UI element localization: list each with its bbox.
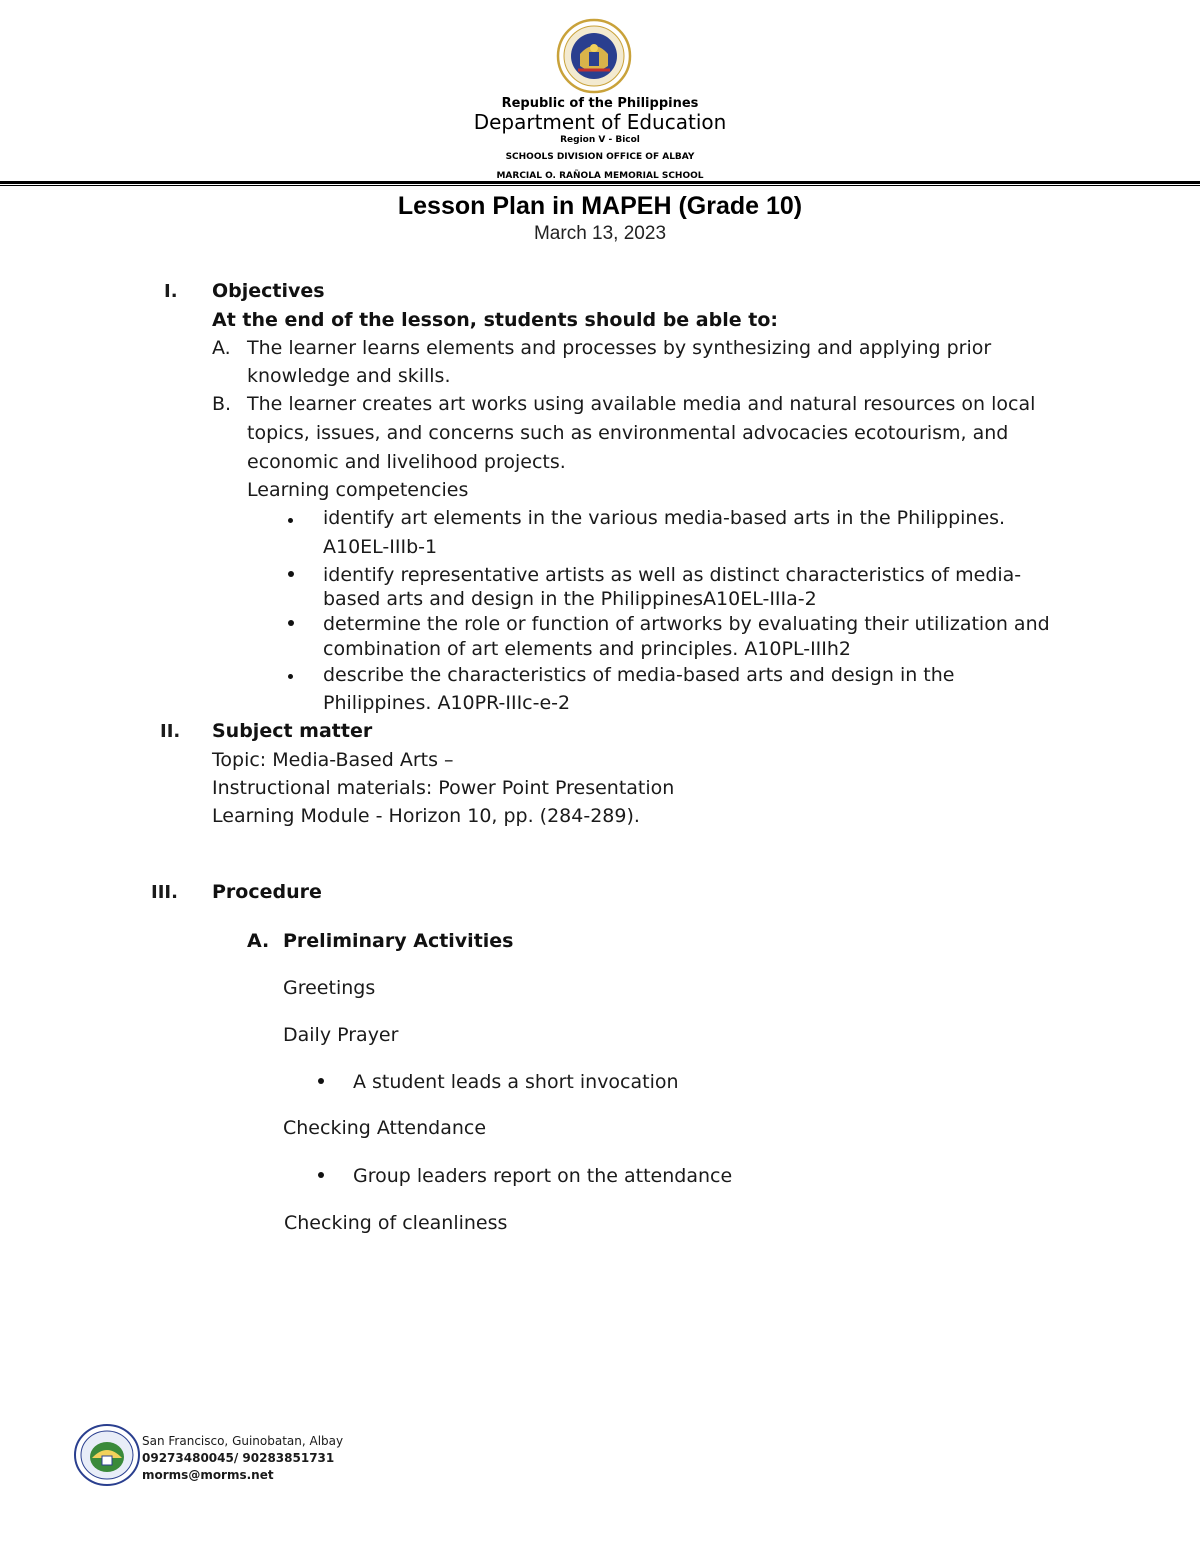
greetings: Greetings: [283, 977, 376, 999]
procedure-heading: Procedure: [212, 881, 322, 903]
objective-a-text-cont: knowledge and skills.: [247, 365, 451, 387]
competency-4: describe the characteristics of media-based arts and design in the: [323, 664, 955, 686]
procedure-a-letter: A.: [247, 930, 270, 952]
preliminary-activities-heading: Preliminary Activities: [283, 930, 514, 952]
objective-a-text: The learner learns elements and processes by synthesizing and applying prior: [247, 337, 992, 359]
bullet-icon: [288, 620, 294, 626]
subject-module: Learning Module - Horizon 10, pp. (284-289).: [212, 805, 640, 827]
department-heading: Department of Education: [473, 110, 727, 134]
division-line: SCHOOLS DIVISION OFFICE OF ALBAY: [505, 152, 695, 162]
bullet-icon: [288, 674, 293, 679]
section-numeral-objectives: I.: [164, 281, 178, 302]
competency-3-cont: combination of art elements and principles. A10PL-IIIh2: [323, 638, 852, 660]
competency-3: determine the role or function of artworks by evaluating their utilization and: [323, 613, 1050, 635]
republic-heading: Republic of the Philippines: [501, 96, 699, 111]
region-line: Region V - Bicol: [560, 135, 640, 145]
footer-email: morms@morms.net: [142, 1468, 274, 1482]
footer-address: San Francisco, Guinobatan, Albay: [142, 1434, 344, 1448]
competency-1-code: A10EL-IIIb-1: [323, 536, 438, 558]
footer-phone: 09273480045/ 90283851731: [142, 1451, 335, 1465]
bullet-icon: [318, 1078, 324, 1084]
school-logo: [74, 1424, 140, 1486]
objective-b-text-cont-1: topics, issues, and concerns such as environmental advocacies ecotourism, and: [247, 422, 1009, 444]
header-divider: [0, 181, 1200, 184]
header-divider-thin: [0, 185, 1200, 186]
bullet-icon: [288, 518, 293, 523]
bullet-icon: [288, 571, 294, 577]
learning-competencies-label: Learning competencies: [247, 479, 469, 501]
competency-2-cont: based arts and design in the PhilippinesA10EL-IIIa-2: [323, 588, 817, 610]
checking-attendance: Checking Attendance: [283, 1117, 487, 1139]
objective-a-letter: A.: [212, 337, 231, 359]
checking-cleanliness: Checking of cleanliness: [284, 1212, 508, 1234]
daily-prayer: Daily Prayer: [283, 1024, 399, 1046]
subject-matter-heading: Subject matter: [212, 720, 373, 742]
attendance-detail: Group leaders report on the attendance: [353, 1165, 733, 1187]
lesson-date: March 13, 2023: [533, 223, 667, 244]
prayer-detail: A student leads a short invocation: [353, 1071, 679, 1093]
section-numeral-subject: II.: [160, 721, 181, 742]
school-name: MARCIAL O. RAÑOLA MEMORIAL SCHOOL: [496, 171, 704, 181]
competency-4-cont: Philippines. A10PR-IIIc-e-2: [323, 692, 571, 714]
objective-b-text: The learner creates art works using available media and natural resources on local: [247, 393, 1036, 415]
competency-2: identify representative artists as well as distinct characteristics of media-: [323, 564, 1022, 586]
deped-seal-logo: [556, 18, 632, 94]
objectives-intro: At the end of the lesson, students should be able to:: [212, 309, 778, 331]
lesson-title: Lesson Plan in MAPEH (Grade 10): [397, 192, 803, 220]
objective-b-letter: B.: [212, 393, 232, 415]
subject-topic: Topic: Media-Based Arts –: [212, 749, 454, 771]
subject-materials: Instructional materials: Power Point Presentation: [212, 777, 675, 799]
competency-1: identify art elements in the various media-based arts in the Philippines.: [323, 507, 1006, 529]
objectives-heading: Objectives: [212, 280, 325, 302]
objective-b-text-cont-2: economic and livelihood projects.: [247, 451, 566, 473]
section-numeral-procedure: III.: [151, 882, 178, 903]
bullet-icon: [318, 1172, 324, 1178]
